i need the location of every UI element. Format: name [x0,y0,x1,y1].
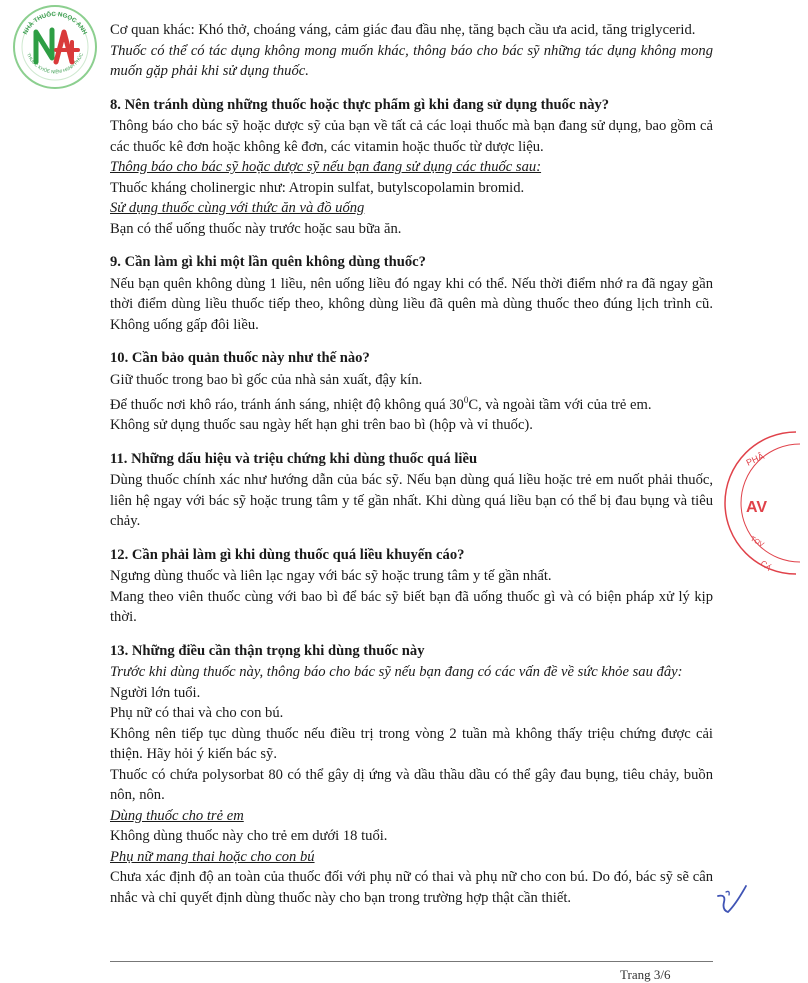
section-8-heading: 8. Nên tránh dùng những thuốc hoặc thực phẩm gì khi đang sử dụng thuốc này? [110,96,610,113]
section-13-paragraph: Thuốc có chứa polysorbat 80 có thể gây dị ứng và dầu thầu dầu có thể gây đau bụng, tiêu chảy, buồn nôn, nôn. [110,766,713,804]
section-13-heading: 13. Những điều cần thận trọng khi dùng thuốc này [110,642,425,659]
section-9-heading: 9. Cần làm gì khi một lần quên không dùng thuốc? [110,254,426,270]
intro-paragraph: Cơ quan khác: Khó thở, choáng váng, cảm giác đau đầu nhẹ, tăng bạch cầu ưa acid, tăng triglycerid. [110,22,696,38]
section-10-paragraph: Không sử dụng thuốc sau ngày hết hạn ghi trên bao bì (hộp và vỉ thuốc). [110,417,533,434]
section-13-subheading: Dùng thuốc cho trẻ em [110,807,244,824]
page-number: Trang 3/6 [620,967,671,982]
degree-superscript: 0 [463,395,469,405]
pharmacy-logo [12,4,98,90]
section-12-paragraph: Ngưng dùng thuốc và liên lạc ngay với bác sỹ hoặc trung tâm y tế gần nhất. [110,568,552,585]
stamp-text-1: PHÂ [744,450,766,468]
checkmark-signature-icon [712,882,752,922]
logo-text-top: NHÀ THUỐC NGỌC ANH [21,10,89,36]
section-13-intro: Trước khi dùng thuốc này, thông báo cho bác sỹ nếu bạn đang có các vấn đề về sức khỏe sau đây: [110,664,683,681]
stamp-text-2: AV [746,499,768,516]
section-13-paragraph: Chưa xác định độ an toàn của thuốc đối với phụ nữ có thai và phụ nữ cho con bú. Do đó, bác sỹ sẽ cân nhắc và chỉ quyết định dùng thuốc này cho bạn trong trường hợp thật cần thiết. [110,869,713,906]
section-12-heading: 12. Cần phải làm gì khi dùng thuốc quá liều khuyến cáo? [110,546,465,563]
section-11-heading: 11. Những dấu hiệu và triệu chứng khi dùng thuốc quá liều [110,450,478,467]
section-13-paragraph: Không nên tiếp tục dùng thuốc nếu điều trị trong vòng 2 tuần mà không thấy triệu chứng được cải thiện. Hãy hỏi ý kiến bác sỹ. [110,725,713,763]
logo-text-bottom: THUỐC KHỎE NIỀM HẠNH PHÚC [25,52,85,75]
stamp-text-3: TOV [749,535,765,549]
footer-divider [110,961,713,962]
document-body [110,20,713,908]
section-12-paragraph: Mang theo viên thuốc cùng với bao bì để bác sỹ biết bạn đã uống thuốc gì và có biện pháp xử lý kịp thời. [110,588,713,626]
section-8-paragraph: Bạn có thể uống thuốc này trước hoặc sau bữa ăn. [110,220,402,237]
intro-note: Thuốc có thể có tác dụng không mong muốn khác, thông báo cho bác sỹ những tác dụng không mong muốn gặp phải khi sử dụng thuốc. [110,42,713,79]
section-13-paragraph: Không dùng thuốc này cho trẻ em dưới 18 tuổi. [110,828,388,845]
section-8-subheading: Thông báo cho bác sỹ hoặc dược sỹ nếu bạn đang sử dụng các thuốc sau: [110,159,542,175]
company-stamp [736,428,808,578]
section-8-subheading: Sử dụng thuốc cùng với thức ăn và đồ uống [110,200,365,216]
section-8-paragraph: Thuốc kháng cholinergic như: Atropin sulfat, butylscopolamin bromid. [110,179,525,196]
section-9-paragraph: Nếu bạn quên không dùng 1 liều, nên uống liều đó ngay khi có thể. Nếu thời điểm nhớ ra đã ngay gần thời điểm dùng liều thuốc tiếp theo, không dùng liều đã quên mà dùng thuốc theo đúng lịch trình cũ. Không uống gấp đôi liều. [110,275,713,333]
stamp-text-4: CÁ [758,558,774,573]
section-10-paragraph: Giữ thuốc trong bao bì gốc của nhà sản xuất, đậy kín. [110,371,423,388]
section-10-heading: 10. Cần bảo quản thuốc này như thế nào? [110,350,370,366]
section-13-subheading: Phụ nữ mang thai hoặc cho con bú [110,848,315,865]
temperature-text: Để thuốc nơi khô ráo, tránh ánh sáng, nhiệt độ không quá 30 [110,396,464,413]
section-8-paragraph: Thông báo cho bác sỹ hoặc dược sỹ của bạn về tất cả các loại thuốc mà bạn đang sử dụng, bao gồm cả các thuốc kê đơn hoặc không kê đơn, các vitamin hoặc thuốc từ dược liệu. [110,118,713,155]
section-13-paragraph: Người lớn tuổi. [110,684,201,701]
temperature-text-end: C, và ngoài tầm với của trẻ em. [468,396,652,413]
section-13-paragraph: Phụ nữ có thai và cho con bú. [110,705,284,722]
section-10-paragraph [110,390,713,415]
section-11-paragraph: Dùng thuốc chính xác như hướng dẫn của bác sỹ. Nếu bạn dùng quá liều hoặc trẻ em nuốt phải thuốc, liên hệ ngay với bác sỹ hoặc trung tâm y tế gần nhất. Khi dùng quá liều bạn có thể bị đau bụng và tiêu chảy. [110,472,713,530]
